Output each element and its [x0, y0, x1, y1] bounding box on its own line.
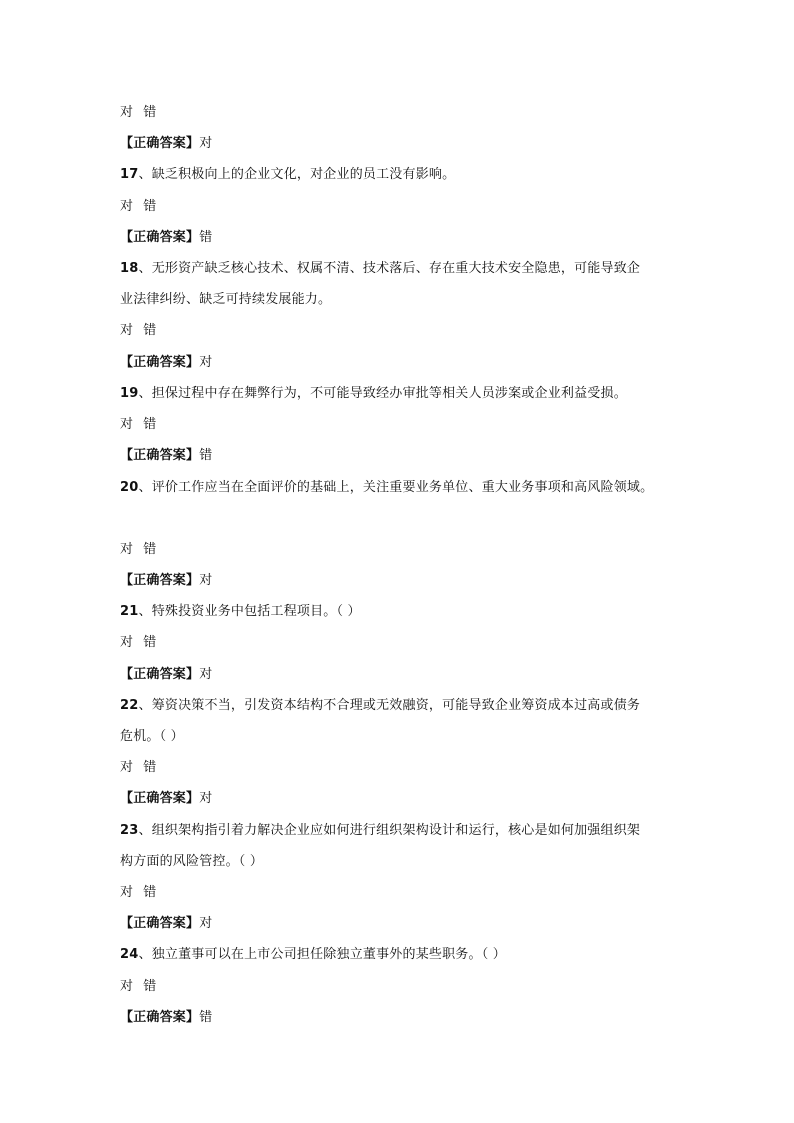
options-line — [120, 541, 156, 559]
option-true: 对 — [120, 542, 134, 557]
answer-line — [120, 229, 212, 247]
option-false: 错 — [143, 542, 157, 557]
options-line — [120, 978, 156, 996]
question-text: 评价工作应当在全面评价的基础上，关注重要业务单位、重大业务事项和高风险领域。 — [151, 480, 654, 495]
options-line — [120, 198, 156, 216]
options-line — [120, 104, 156, 122]
option-false: 错 — [143, 635, 157, 650]
question-23-line-2 — [120, 853, 263, 871]
question-19-line-1 — [120, 385, 627, 403]
option-true: 对 — [120, 635, 134, 650]
answer-value: 对 — [199, 916, 213, 931]
option-true: 对 — [120, 417, 134, 432]
question-20-line-1 — [120, 479, 653, 497]
option-false: 错 — [143, 417, 157, 432]
answer-value: 错 — [199, 448, 213, 463]
question-number: 22 — [120, 698, 139, 713]
answer-line — [120, 790, 212, 808]
answer-label: 【正确答案】 — [120, 667, 200, 682]
question-separator: 、 — [138, 947, 152, 962]
answer-value: 对 — [199, 573, 213, 588]
option-true: 对 — [120, 760, 134, 775]
answer-value: 错 — [199, 230, 213, 245]
question-22-line-1 — [120, 697, 640, 715]
options-line — [120, 322, 156, 340]
answer-label: 【正确答案】 — [120, 573, 200, 588]
question-separator: 、 — [138, 261, 152, 276]
question-text: 业法律纠纷、缺乏可持续发展能力。 — [120, 292, 332, 307]
question-text: 独立董事可以在上市公司担任除独立董事外的某些职务。（ ） — [151, 947, 506, 962]
answer-line — [120, 915, 212, 933]
answer-label: 【正确答案】 — [120, 791, 200, 806]
option-false: 错 — [143, 105, 157, 120]
question-text: 组织架构指引着力解决企业应如何进行组织架构设计和运行，核心是如何加强组织架 — [151, 823, 641, 838]
option-true: 对 — [120, 105, 134, 120]
question-separator: 、 — [138, 604, 152, 619]
answer-line — [120, 1009, 212, 1027]
options-line — [120, 634, 156, 652]
option-true: 对 — [120, 323, 134, 338]
question-23-line-1 — [120, 822, 640, 840]
question-text: 无形资产缺乏核心技术、权属不清、技术落后、存在重大技术安全隐患，可能导致企 — [151, 261, 641, 276]
options-line — [120, 416, 156, 434]
answer-value: 对 — [199, 355, 213, 370]
option-true: 对 — [120, 199, 134, 214]
answer-label: 【正确答案】 — [120, 448, 200, 463]
answer-label: 【正确答案】 — [120, 230, 200, 245]
question-number: 20 — [120, 480, 139, 495]
answer-value: 错 — [199, 1010, 213, 1025]
option-false: 错 — [143, 199, 157, 214]
question-separator: 、 — [138, 386, 152, 401]
question-number: 21 — [120, 604, 139, 619]
answer-label: 【正确答案】 — [120, 355, 200, 370]
option-true: 对 — [120, 885, 134, 900]
option-false: 错 — [143, 323, 157, 338]
question-text: 构方面的风险管控。（ ） — [120, 854, 264, 869]
option-true: 对 — [120, 979, 134, 994]
question-number: 17 — [120, 167, 139, 182]
question-number: 18 — [120, 261, 139, 276]
answer-line — [120, 447, 212, 465]
question-24-line-1 — [120, 946, 506, 964]
question-separator: 、 — [138, 167, 152, 182]
answer-label: 【正确答案】 — [120, 916, 200, 931]
question-text: 危机。（ ） — [120, 729, 184, 744]
answer-value: 对 — [199, 667, 213, 682]
answer-value: 对 — [199, 791, 213, 806]
options-line — [120, 759, 156, 777]
question-18-line-2 — [120, 291, 331, 309]
question-separator: 、 — [138, 823, 152, 838]
question-number: 23 — [120, 823, 139, 838]
question-text: 缺乏积极向上的企业文化，对企业的员工没有影响。 — [151, 167, 456, 182]
answer-label: 【正确答案】 — [120, 1010, 200, 1025]
answer-label: 【正确答案】 — [120, 136, 200, 151]
question-text: 特殊投资业务中包括工程项目。（ ） — [151, 604, 361, 619]
options-line — [120, 884, 156, 902]
question-18-line-1 — [120, 260, 640, 278]
question-separator: 、 — [138, 480, 152, 495]
option-false: 错 — [143, 885, 157, 900]
question-number: 19 — [120, 386, 139, 401]
question-22-line-2 — [120, 728, 184, 746]
question-separator: 、 — [138, 698, 152, 713]
option-false: 错 — [143, 979, 157, 994]
answer-value: 对 — [199, 136, 213, 151]
option-false: 错 — [143, 760, 157, 775]
question-17-line-1 — [120, 166, 455, 184]
answer-line — [120, 666, 212, 684]
question-21-line-1 — [120, 603, 361, 621]
question-text: 担保过程中存在舞弊行为，不可能导致经办审批等相关人员涉案或企业利益受损。 — [151, 386, 627, 401]
answer-line — [120, 572, 212, 590]
answer-line — [120, 135, 212, 153]
question-number: 24 — [120, 947, 139, 962]
answer-line — [120, 354, 212, 372]
question-text: 筹资决策不当，引发资本结构不合理或无效融资，可能导致企业筹资成本过高或债务 — [151, 698, 641, 713]
